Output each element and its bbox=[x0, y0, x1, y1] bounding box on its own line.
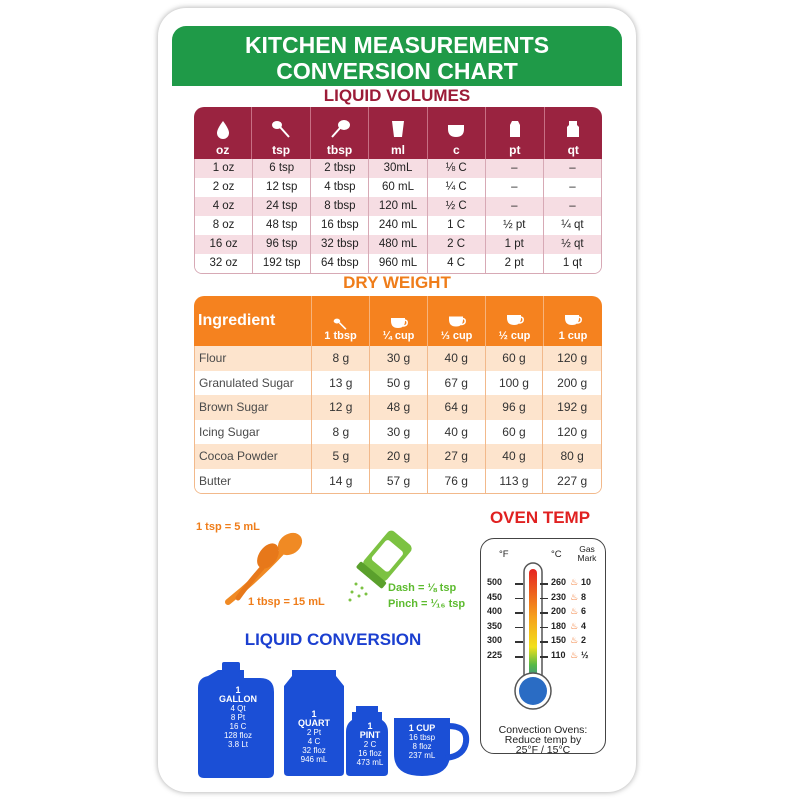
thermometer-tick bbox=[515, 627, 523, 629]
table-cell: 8 tbsp bbox=[311, 197, 369, 216]
table-row bbox=[195, 420, 601, 445]
fahrenheit-label: °F bbox=[499, 549, 509, 560]
table-cell: 12 g bbox=[312, 395, 370, 420]
ingredient-name: Granulated Sugar bbox=[195, 371, 312, 396]
dry-weight-table bbox=[194, 296, 602, 494]
table-cell: 40 g bbox=[428, 420, 486, 445]
table-cell: 120 mL bbox=[369, 197, 427, 216]
table-cell: 48 tsp bbox=[253, 216, 311, 235]
pint-line: 473 mL bbox=[356, 758, 384, 767]
gas-mark-value: 4 bbox=[581, 620, 587, 631]
lv-header-label: ml bbox=[390, 143, 405, 157]
table-cell: 24 tsp bbox=[253, 197, 311, 216]
table-cell: 192 g bbox=[557, 400, 588, 414]
pint-label: PINT bbox=[359, 730, 381, 740]
dw-header-label: ⅓ cup bbox=[440, 330, 473, 342]
table-cell: 20 g bbox=[370, 444, 428, 469]
table-cell: 32 tbsp bbox=[311, 235, 369, 254]
table-cell: 2 tbsp bbox=[311, 159, 369, 178]
table-row bbox=[195, 235, 601, 254]
table-cell: 48 g bbox=[370, 395, 428, 420]
lv-header-label: tbsp bbox=[326, 143, 353, 157]
table-cell: 14 g bbox=[312, 469, 370, 494]
convection-note bbox=[481, 725, 605, 755]
convection-line-3: 25°F / 15°C bbox=[515, 744, 571, 756]
table-row bbox=[195, 254, 601, 273]
table-cell: ½ pt bbox=[486, 216, 544, 235]
fahrenheit-value: 350 bbox=[487, 620, 503, 631]
cup-container bbox=[394, 724, 450, 760]
dw-header-1 bbox=[312, 296, 370, 346]
table-cell: 13 g bbox=[312, 371, 370, 396]
table-row bbox=[195, 197, 601, 216]
table-cell: 960 mL bbox=[369, 254, 427, 273]
thermometer-tick bbox=[540, 612, 548, 614]
lv-header-label: tsp bbox=[272, 143, 291, 157]
lv-header-tbsp bbox=[311, 107, 369, 159]
pint-line: 16 floz bbox=[358, 749, 382, 758]
thermometer-tick bbox=[540, 627, 548, 629]
table-cell: 30mL bbox=[369, 159, 427, 178]
table-cell: 64 tbsp bbox=[311, 254, 369, 273]
lv-header-pt bbox=[486, 107, 544, 159]
lv-header-oz bbox=[194, 107, 252, 159]
table-cell: 200 g bbox=[557, 375, 588, 390]
table-cell: 96 tsp bbox=[253, 235, 311, 254]
pint-container bbox=[348, 722, 392, 767]
quart-bottle-icon bbox=[563, 119, 583, 139]
oven-temp-title: OVEN TEMP bbox=[489, 508, 591, 527]
flame-icon: ♨ bbox=[570, 635, 579, 646]
table-row bbox=[195, 444, 601, 469]
dw-header-5 bbox=[544, 296, 602, 346]
dry-weight-header bbox=[194, 296, 602, 346]
table-cell: – bbox=[486, 178, 544, 197]
flame-icon: ♨ bbox=[570, 606, 579, 617]
gallon-line: 128 floz bbox=[223, 731, 253, 740]
table-row bbox=[195, 395, 601, 420]
gallon-line: 4 Qt bbox=[230, 704, 246, 713]
lv-header-label: c bbox=[453, 143, 460, 157]
liquid-volumes-title: LIQUID VOLUMES bbox=[323, 86, 471, 105]
table-cell: 1 pt bbox=[486, 235, 544, 254]
cup-line: 16 tbsp bbox=[408, 733, 436, 742]
table-cell: 60 mL bbox=[369, 178, 427, 197]
lv-header-label: pt bbox=[509, 143, 521, 157]
celsius-label: °C bbox=[551, 549, 562, 560]
ingredient-name: Icing Sugar bbox=[195, 420, 312, 445]
table-cell: 1 qt bbox=[562, 257, 582, 269]
dry-weight-title: DRY WEIGHT bbox=[343, 273, 451, 292]
quart-line: 32 floz bbox=[302, 746, 326, 755]
table-cell: 4 C bbox=[428, 254, 486, 273]
table-cell: 8 g bbox=[312, 420, 370, 445]
measuring-cup-icon bbox=[563, 308, 583, 330]
table-cell: – bbox=[569, 162, 576, 174]
table-cell: 32 oz bbox=[195, 254, 253, 273]
liquid-volumes-body bbox=[194, 159, 602, 274]
table-cell: 16 tbsp bbox=[311, 216, 369, 235]
fahrenheit-value: 500 bbox=[487, 577, 503, 587]
table-cell: 192 tsp bbox=[253, 254, 311, 273]
gas-mark-value: ½ bbox=[581, 650, 589, 660]
table-row bbox=[195, 159, 601, 178]
table-row bbox=[195, 469, 601, 494]
ingredient-name: Butter bbox=[195, 469, 312, 494]
pint-carton-icon bbox=[505, 119, 525, 139]
lv-header-ml bbox=[369, 107, 427, 159]
celsius-value: 180 bbox=[551, 620, 567, 631]
thermometer-tick bbox=[540, 641, 548, 643]
dw-header-label: Ingredient bbox=[198, 312, 276, 329]
table-cell: ½ C bbox=[428, 197, 486, 216]
glass-icon bbox=[388, 119, 408, 139]
tablespoon-icon bbox=[330, 119, 350, 139]
table-cell: 30 g bbox=[370, 346, 428, 371]
gas-mark-value: 6 bbox=[581, 606, 587, 617]
table-cell: 120 g bbox=[557, 424, 588, 439]
dw-header-0 bbox=[194, 296, 312, 346]
flame-icon: ♨ bbox=[570, 591, 579, 602]
fahrenheit-value: 450 bbox=[487, 591, 503, 602]
convection-line-1: Convection Ovens: bbox=[498, 724, 588, 736]
quart-line: 2 Pt bbox=[306, 728, 322, 737]
table-row bbox=[195, 216, 601, 235]
ingredient-name: Brown Sugar bbox=[195, 395, 312, 420]
table-cell: 60 g bbox=[486, 346, 544, 371]
dw-header-label: ½ cup bbox=[498, 330, 531, 342]
dw-header-label: 1 cup bbox=[558, 330, 588, 342]
thermometer-tick bbox=[515, 612, 523, 614]
table-cell: 100 g bbox=[486, 371, 544, 396]
table-cell: 40 g bbox=[486, 444, 544, 469]
table-row bbox=[195, 178, 601, 197]
table-cell: 4 tbsp bbox=[311, 178, 369, 197]
celsius-value: 110 bbox=[551, 650, 566, 660]
dw-header-2 bbox=[370, 296, 428, 346]
cup-line: 8 floz bbox=[412, 742, 432, 751]
gallon-label: GALLON bbox=[219, 694, 257, 704]
tbsp-note: 1 tbsp = 15 mL bbox=[248, 596, 325, 608]
dash-note: Dash = ⅛ tsp bbox=[388, 582, 457, 594]
fahrenheit-value: 300 bbox=[487, 635, 503, 646]
thermometer-tick bbox=[515, 641, 523, 643]
measuring-cup-icon bbox=[447, 311, 467, 330]
gas-mark-label: Gas Mark bbox=[577, 544, 597, 563]
dw-header-label: 1 tbsp bbox=[324, 330, 357, 342]
table-cell: – bbox=[569, 200, 576, 212]
table-cell: 113 g bbox=[486, 469, 544, 494]
thermometer-tick bbox=[515, 598, 523, 600]
gas-mark-value: 8 bbox=[581, 591, 587, 602]
quart-line: 4 C bbox=[307, 737, 321, 746]
thermometer-tick bbox=[515, 656, 523, 658]
celsius-value: 150 bbox=[551, 635, 567, 646]
thermometer-tick bbox=[540, 583, 548, 585]
gas-mark-value: 10 bbox=[581, 577, 592, 587]
gallon-line: 3.8 Lt bbox=[227, 740, 248, 749]
table-cell: 480 mL bbox=[369, 235, 427, 254]
table-cell: ¼ C bbox=[428, 178, 486, 197]
quart-count: 1 bbox=[311, 709, 317, 719]
lv-header-label: qt bbox=[567, 143, 579, 157]
table-cell: 80 g bbox=[560, 449, 584, 463]
table-cell: 8 g bbox=[312, 346, 370, 371]
table-cell: 6 tsp bbox=[253, 159, 311, 178]
cup-line: 237 mL bbox=[408, 751, 436, 760]
convection-line-2: Reduce temp by bbox=[504, 734, 582, 746]
liquid-volumes-table bbox=[194, 107, 602, 274]
table-cell: 57 g bbox=[370, 469, 428, 494]
table-cell: ⅛ C bbox=[428, 159, 486, 178]
celsius-value: 260 bbox=[551, 577, 567, 587]
liquid-volumes-header bbox=[194, 107, 602, 159]
table-cell: 120 g bbox=[557, 351, 588, 365]
fahrenheit-value: 225 bbox=[487, 650, 503, 660]
table-cell: 1 oz bbox=[195, 159, 253, 178]
table-cell: – bbox=[486, 197, 544, 216]
table-cell: 4 oz bbox=[195, 197, 253, 216]
dry-weight-body bbox=[194, 346, 602, 494]
table-cell: 227 g bbox=[557, 473, 588, 488]
table-cell: 8 oz bbox=[195, 216, 253, 235]
table-cell: 5 g bbox=[312, 444, 370, 469]
liquid-conversion-title: LIQUID CONVERSION bbox=[244, 630, 422, 649]
drop-icon bbox=[213, 119, 233, 139]
table-cell: 27 g bbox=[428, 444, 486, 469]
celsius-value: 200 bbox=[551, 606, 567, 617]
flame-icon: ♨ bbox=[570, 620, 579, 631]
title-line-2: CONVERSION CHART bbox=[276, 58, 518, 84]
table-cell: 76 g bbox=[428, 469, 486, 494]
table-cell: 30 g bbox=[370, 420, 428, 445]
table-cell: 67 g bbox=[428, 371, 486, 396]
lv-header-c bbox=[428, 107, 486, 159]
table-cell: 96 g bbox=[486, 395, 544, 420]
table-cell: 2 oz bbox=[195, 178, 253, 197]
pint-line: 2 C bbox=[363, 740, 377, 749]
conversion-card bbox=[158, 8, 636, 792]
table-cell: ¼ qt bbox=[561, 219, 584, 231]
fahrenheit-value: 400 bbox=[487, 606, 503, 617]
flame-icon: ♨ bbox=[570, 577, 579, 587]
thermometer-panel bbox=[480, 538, 606, 754]
dw-header-4 bbox=[486, 296, 544, 346]
dw-header-3 bbox=[428, 296, 486, 346]
dw-header-label: ¼ cup bbox=[382, 330, 415, 342]
flame-icon: ♨ bbox=[570, 650, 579, 660]
lv-header-qt bbox=[545, 107, 602, 159]
table-cell: – bbox=[569, 181, 576, 193]
cup-label: 1 CUP bbox=[408, 723, 436, 733]
quart-label: QUART bbox=[298, 718, 330, 728]
table-cell: ½ qt bbox=[561, 238, 584, 250]
gallon-line: 16 C bbox=[229, 722, 247, 731]
table-cell: 2 pt bbox=[486, 254, 544, 273]
tablespoon-icon bbox=[331, 317, 351, 330]
tsp-note: 1 tsp = 5 mL bbox=[196, 521, 260, 533]
table-cell: 40 g bbox=[428, 346, 486, 371]
ingredient-name: Flour bbox=[195, 346, 312, 371]
table-cell: 50 g bbox=[370, 371, 428, 396]
measuring-cup-icon bbox=[505, 308, 525, 330]
pint-count: 1 bbox=[367, 721, 373, 731]
table-cell: – bbox=[486, 159, 544, 178]
quart-line: 946 mL bbox=[300, 755, 328, 764]
celsius-value: 230 bbox=[551, 591, 567, 602]
gallon-line: 8 Pt bbox=[230, 713, 246, 722]
table-cell: 60 g bbox=[486, 420, 544, 445]
thermometer-tick bbox=[515, 583, 523, 585]
table-row bbox=[195, 371, 601, 396]
title-line-1: KITCHEN MEASUREMENTS bbox=[244, 32, 550, 58]
lv-header-tsp bbox=[252, 107, 310, 159]
table-cell: 1 C bbox=[428, 216, 486, 235]
pinch-note: Pinch = ¹⁄₁₆ tsp bbox=[388, 598, 466, 610]
teaspoon-icon bbox=[271, 119, 291, 139]
gallon-count: 1 bbox=[235, 685, 241, 695]
table-cell: 64 g bbox=[428, 395, 486, 420]
measuring-cup-icon bbox=[389, 314, 409, 330]
title-banner bbox=[172, 26, 622, 86]
gallon-container bbox=[198, 686, 278, 749]
thermometer-tick bbox=[540, 598, 548, 600]
lv-header-label: oz bbox=[216, 143, 230, 157]
table-cell: 16 oz bbox=[195, 235, 253, 254]
thermometer-tick bbox=[540, 656, 548, 658]
gas-mark-value: 2 bbox=[581, 635, 587, 646]
quart-container bbox=[284, 710, 344, 764]
cup-icon bbox=[446, 119, 466, 139]
table-cell: 12 tsp bbox=[253, 178, 311, 197]
ingredient-name: Cocoa Powder bbox=[195, 444, 312, 469]
table-cell: 240 mL bbox=[369, 216, 427, 235]
table-row bbox=[195, 346, 601, 371]
table-cell: 2 C bbox=[428, 235, 486, 254]
